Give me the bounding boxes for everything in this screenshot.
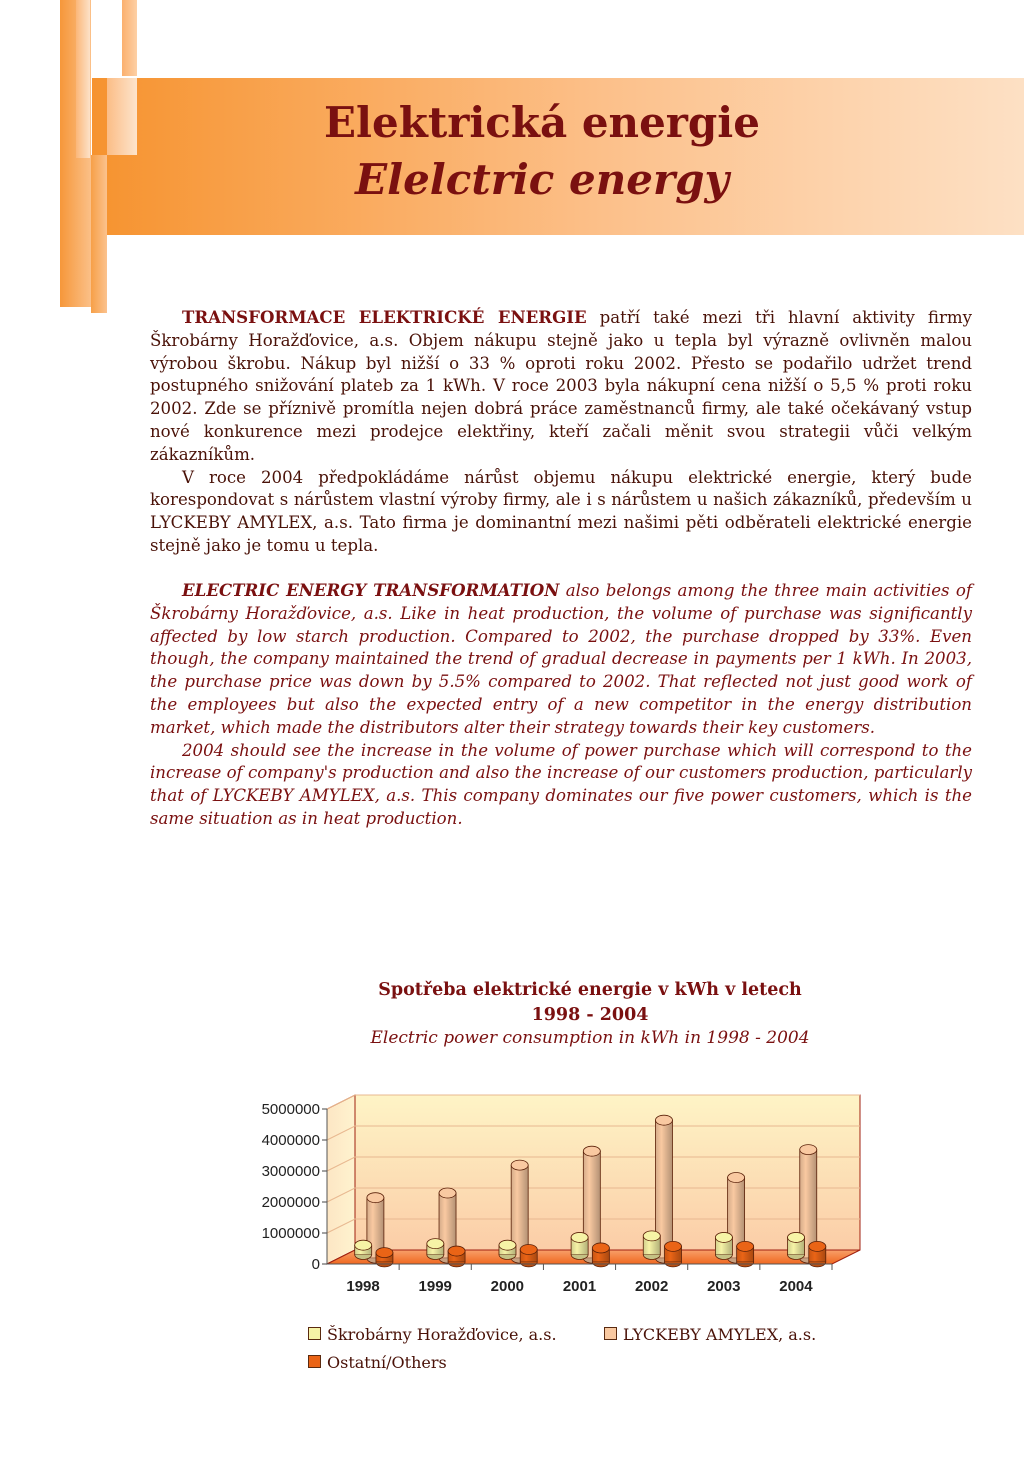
bar-chart [240,1085,880,1305]
y-axis-tick-label: 5000000 [261,1101,320,1118]
x-axis-label-2000: 2000 [490,1278,525,1295]
bar-cap-skrobarny-2003 [715,1232,732,1242]
bar-cap-lyckeby-1999 [439,1188,456,1198]
czech-lead-heading: TRANSFORMACE ELEKTRICKÉ ENERGIE [182,307,587,327]
bar-cap-skrobarny-2001 [571,1232,588,1242]
page-title-english: Elelctric energy [355,155,729,204]
bar-cap-others-2000 [520,1245,537,1255]
x-axis-label-1998: 1998 [346,1278,380,1295]
legend-label-lyckeby: LYCKEBY AMYLEX, a.s. [623,1325,817,1344]
bar-cap-others-2002 [665,1241,682,1251]
x-axis-label-1999: 1999 [418,1278,452,1295]
bar-cap-lyckeby-1998 [367,1193,384,1203]
page-title-czech: Elektrická energie [324,98,760,147]
english-paragraph-1-body: also belongs among the three main activities of Škrobárny Horažďovice, a.s. Like in heat production, the volume of purchase was significantly affected by low starch production. Compared to 2002, the purchase dropped by 33%. Even though, the company maintained the trend of gradual decrease in payments per 1 kWh. In 2003, the purchase price was down by 5.5% compared to 2002. That reflected not just good work of the employees but also the expected entry of a new competitor in the energy distribution market, which made the distributors alter their strategy towards their key customers. [150,581,972,737]
chart-back-wall [355,1095,860,1250]
bar-cap-lyckeby-2003 [728,1173,745,1183]
chart-title [330,978,850,1028]
bar-cap-others-2003 [737,1241,754,1251]
english-paragraph-2: 2004 should see the increase in the volume of power purchase which will correspond to the increase of company's production and also the increase of our customers production, particularly that of LYCKEBY AMYLEX, a.s. This company dominates our five power customers, which is the same situation as in heat production. [150,740,972,828]
czech-paragraph-1 [150,306,972,467]
czech-paragraph-1-body: patří také mezi tři hlavní aktivity firmy Škrobárny Horažďovice, a.s. Objem nákupu stejně jako u tepla byl výrazně ovlivněn malou výrobou škrobu. Nákup byl nižší o 33 % oproti roku 2002. Přesto se podařilo udržet trend postupného snižování plateb za 1 kWh. V roce 2003 byla nákupní cena nižší o 5,5 % proti roku 2002. Zde se příznivě promítla nejen dobrá práce zaměstnanců firmy, ale také očekávaný vstup nové konkurence mezi prodejce elektřiny, kteří začali měnit svou strategii vůči velkým zákazníkům. [150,308,972,464]
bar-cap-skrobarny-2004 [788,1232,805,1242]
legend-label-others: Ostatní/Others [327,1353,447,1372]
english-paragraph-1 [150,579,972,740]
y-axis-tick-label: 0 [311,1256,320,1273]
bar-cap-others-2001 [592,1243,609,1253]
english-text-section [150,579,972,831]
chart-title-line-2: 1998 - 2004 [531,1005,649,1025]
bar-cap-lyckeby-2001 [583,1146,600,1156]
english-lead-heading: ELECTRIC ENERGY TRANSFORMATION [182,580,560,600]
y-axis-tick-label: 1000000 [261,1225,320,1242]
chart-side-wall [327,1095,355,1264]
legend-swatch-others [308,1355,321,1368]
y-axis-tick-label: 4000000 [261,1132,320,1149]
legend-swatch-skrobarny [308,1327,321,1340]
bar-cap-others-1998 [376,1248,393,1258]
legend-swatch-lyckeby [604,1327,617,1340]
legend-item-lyckeby [604,1325,816,1344]
header-decoration-stripe [76,0,90,158]
bar-cap-skrobarny-2000 [499,1240,516,1250]
x-axis-label-2002: 2002 [634,1278,669,1295]
bar-cap-skrobarny-1998 [355,1240,372,1250]
y-axis-tick-label: 2000000 [261,1194,320,1211]
czech-text-section [150,306,972,558]
bar-cap-lyckeby-2002 [655,1115,672,1125]
x-axis-label-2001: 2001 [562,1278,597,1295]
bar-cap-skrobarny-1999 [427,1239,444,1249]
legend-label-skrobarny: Škrobárny Horažďovice, a.s. [327,1325,557,1344]
chart-subtitle: Electric power consumption in kWh in 1998 - 2004 [370,1028,810,1048]
y-axis-tick-label: 3000000 [261,1163,320,1180]
bar-cap-skrobarny-2002 [643,1231,660,1241]
czech-paragraph-2: V roce 2004 předpokládáme nárůst objemu nákupu elektrické energie, který bude korespondovat s nárůstem vlastní výroby firmy, ale i s nárůstem u našich zákazníků, především u LYCKEBY AMYLEX, a.s. Tato firma je dominantní mezi našimi pěti odběrateli elektrické energie stejně jako je tomu u tepla. [150,467,972,555]
legend-item-skrobarny [308,1325,557,1344]
chart-title-line-1: Spotřeba elektrické energie v kWh v letech [378,980,802,1000]
x-axis-label-2004: 2004 [779,1278,813,1295]
bar-cap-others-1999 [448,1246,465,1256]
bar-cap-lyckeby-2004 [800,1145,817,1155]
x-axis-label-2003: 2003 [707,1278,741,1295]
header-decoration-stripe [122,0,137,76]
legend-item-others [308,1353,447,1372]
bar-cap-lyckeby-2000 [511,1160,528,1170]
bar-cap-others-2004 [809,1241,826,1251]
